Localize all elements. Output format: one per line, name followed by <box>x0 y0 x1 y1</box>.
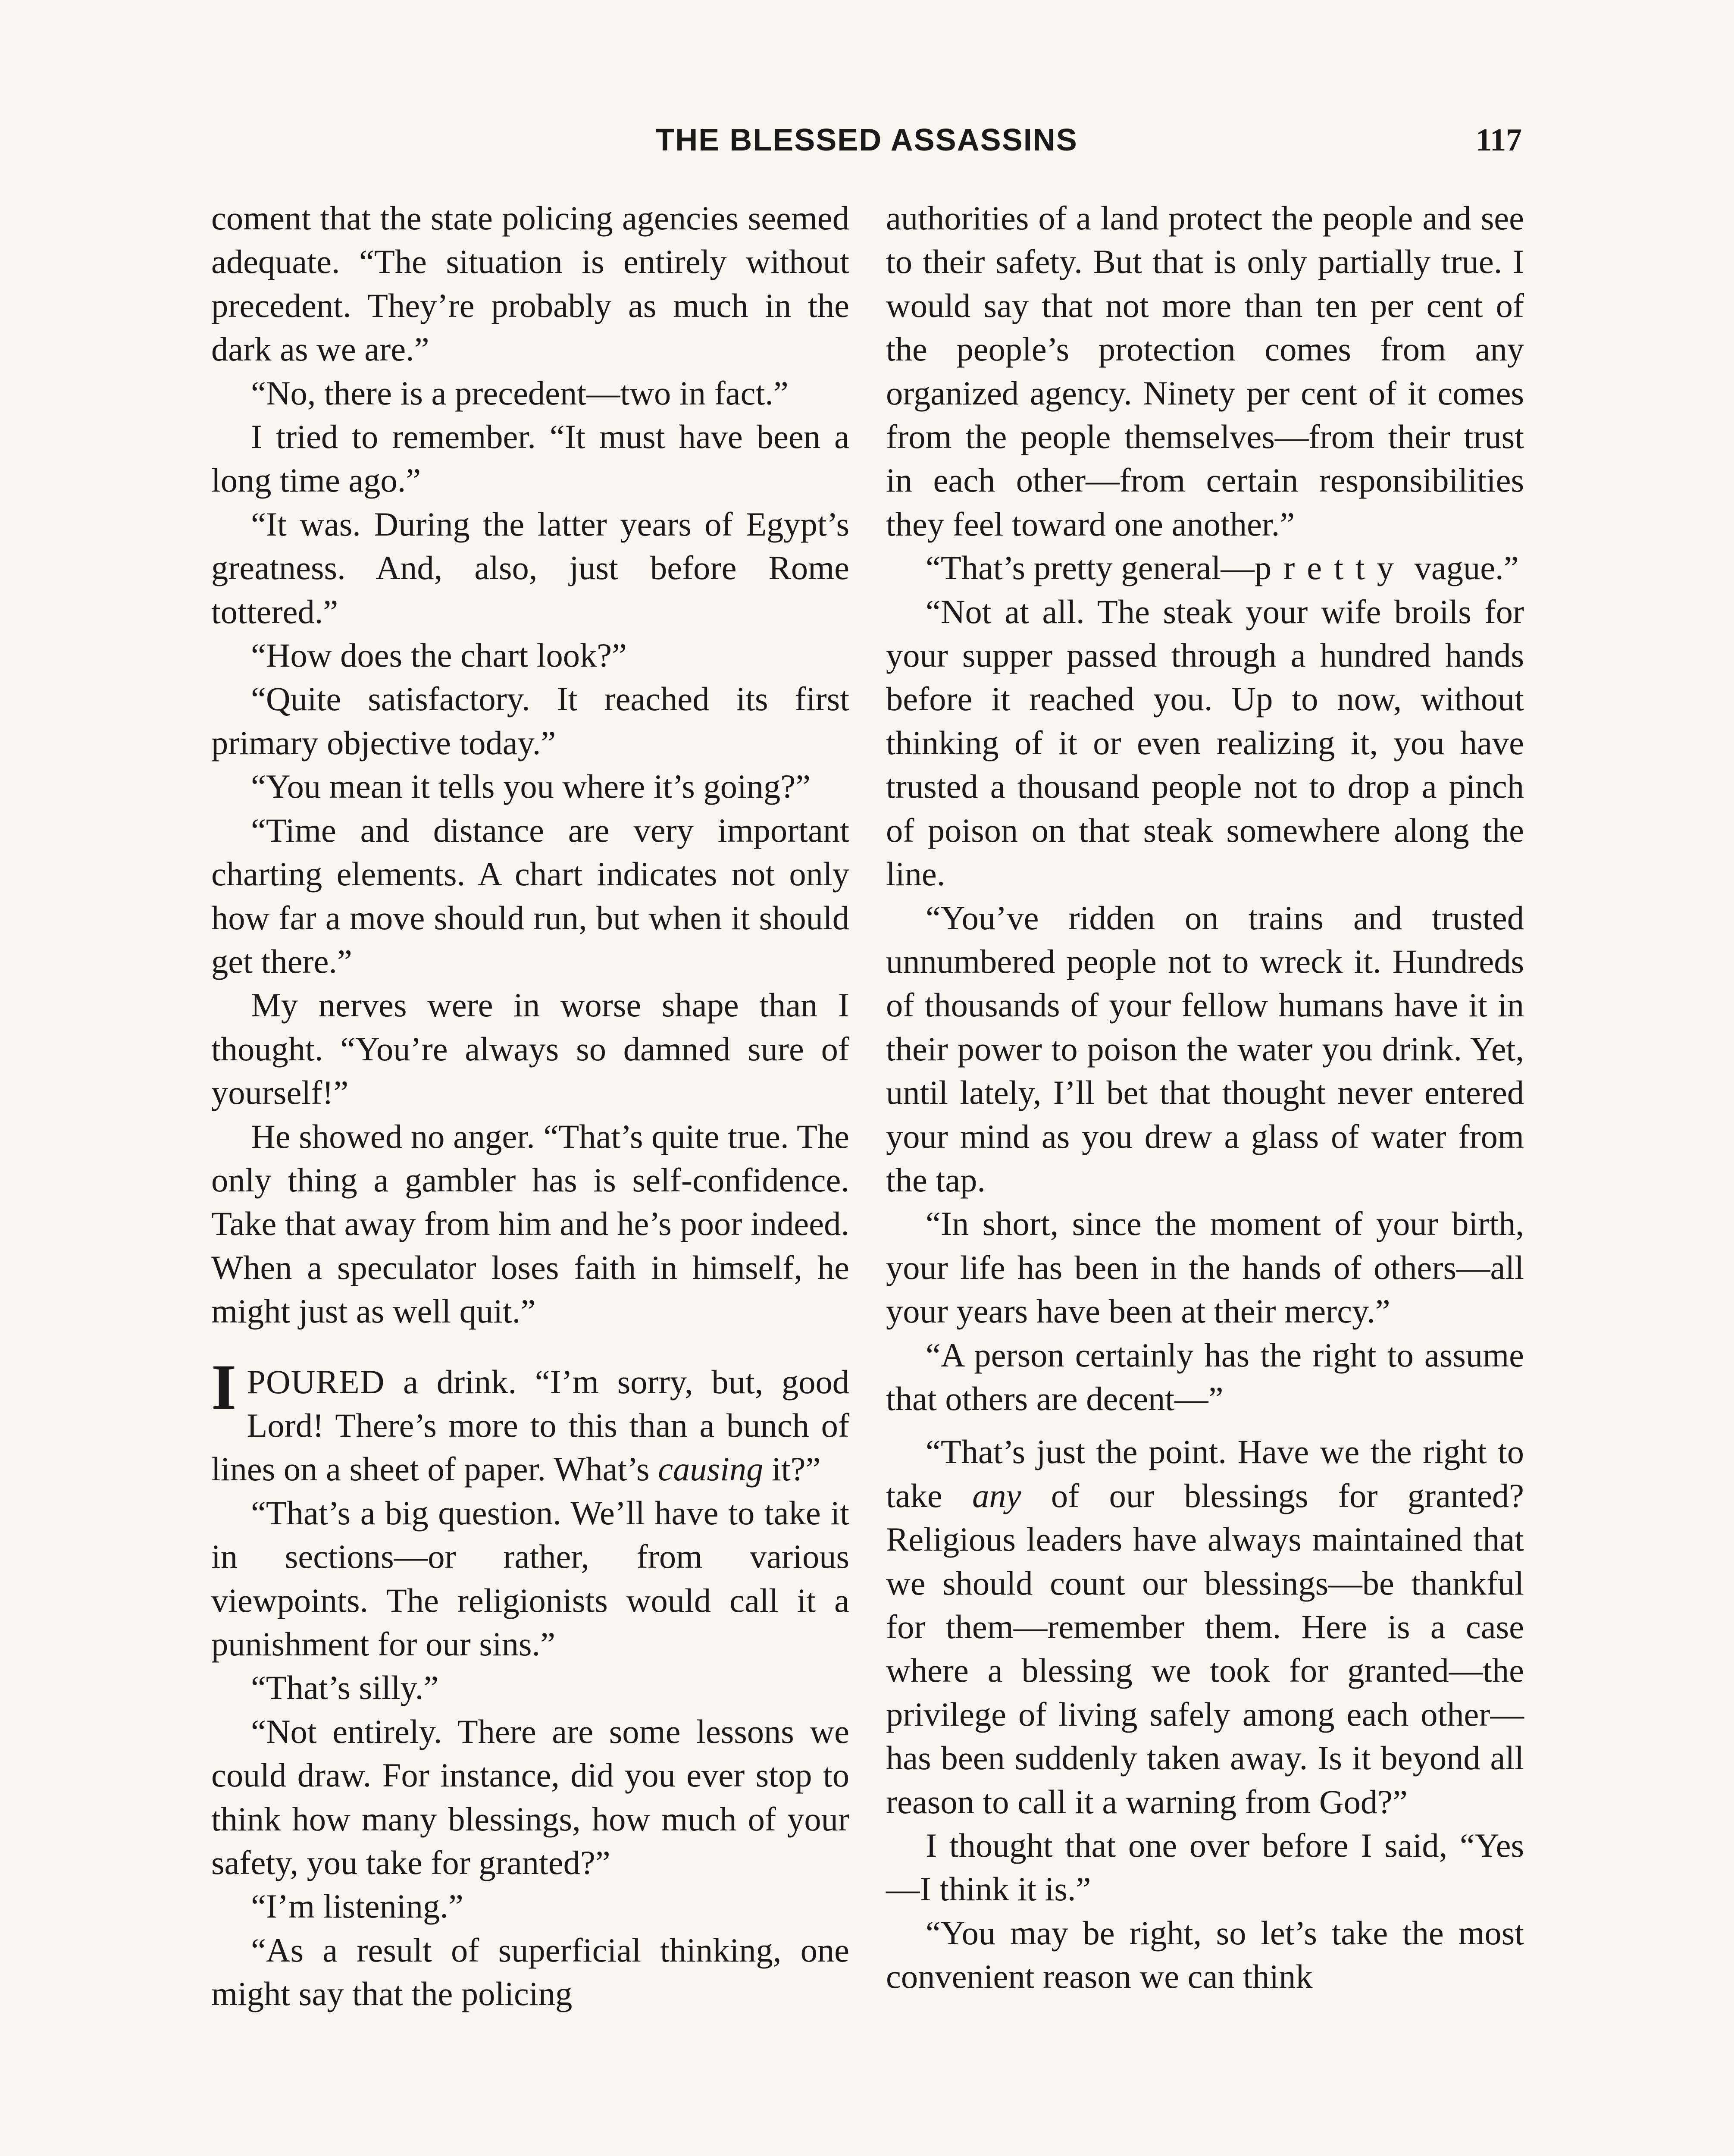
right-column <box>886 196 1524 1999</box>
paragraph: “You mean it tells you where it’s going?” <box>251 768 811 805</box>
section-start-paragraph <box>211 1351 849 1491</box>
page-header <box>211 116 1522 164</box>
text-run: a drink. “I’m sorry, but, good Lord! There’s more to this than a bunch of lines on a sheet of paper. What’s <box>211 1363 849 1488</box>
paragraph: “In short, since the moment of your birth, your life has been in the hands of others—all your years have been at their mercy.” <box>886 1205 1524 1330</box>
paragraph: “Not entirely. There are some lessons we could draw. For instance, did you ever stop to think how many blessings, how much of your safety, you take for granted?” <box>211 1712 849 1882</box>
paragraph: I tried to remember. “It must have been a long time ago.” <box>211 418 849 499</box>
paragraph: “You may be right, so let’s take the most convenient reason we can think <box>886 1914 1524 1996</box>
paragraph: “You’ve ridden on trains and trusted unnumbered people not to wreck it. Hundreds of thousands of your fellow humans have it in their power to poison the water you drink. Yet, until lately, I’ll bet that thought never entered your mind as you drew a glass of water from the tap. <box>886 899 1524 1199</box>
paragraph: “Not at all. The steak your wife broils for your supper passed through a hundred hands before it reached you. Up to now, without thinking of it or even realizing it, you have trusted a thousand people not to drop a pinch of poison on that steak somewhere along the line. <box>886 592 1524 893</box>
paragraph: “Quite satisfactory. It reached its first primary objective today.” <box>211 680 849 761</box>
paragraph: “I’m listening.” <box>251 1887 463 1925</box>
text-run: of our blessings for granted? Religious leaders have always maintained that we should count our blessings—be thankful for them—remember them. Here is a case where a blessing we took for granted—the privilege of living safely among each other—has been suddenly taken away. Is it beyond all reason to call it a warning from God?” <box>886 1476 1524 1821</box>
paragraph: My nerves were in worse shape than I thought. “You’re always so damned sure of yourself!” <box>211 986 849 1112</box>
paragraph: “No, there is a precedent—two in fact.” <box>251 374 789 412</box>
paragraph: He showed no anger. “That’s quite true. The only thing a gambler has is self-confidence. Take that away from him and he’s poor indeed. When a speculator loses faith in himself, he might just as well quit.” <box>211 1117 849 1330</box>
paragraph: I thought that one over before I said, “Yes—I think it is.” <box>886 1827 1524 1908</box>
paragraph: “A person certainly has the right to assume that others are decent—” <box>886 1336 1524 1417</box>
paragraph: “That’s a big question. We’ll have to take it in sections—or rather, from various viewpoints. The religionists would call it a punishment for our sins.” <box>211 1494 849 1663</box>
paragraph <box>886 1430 1524 1824</box>
paragraph: “It was. During the latter years of Egypt’s greatness. And, also, just before Rome tottered.” <box>211 505 849 630</box>
page-number: 117 <box>1476 122 1522 158</box>
text-run: “That’s just the point. Have we the right to take <box>886 1433 1524 1514</box>
paragraph: “Time and distance are very important charting elements. A chart indicates not only how far a move should run, but when it should get there.” <box>211 811 849 980</box>
paragraph: “How does the chart look?” <box>251 636 627 674</box>
text-run: it?” <box>763 1450 821 1488</box>
drop-cap: I <box>211 1351 237 1423</box>
letterspaced-word: pretty <box>1254 549 1406 587</box>
paragraph <box>886 546 1524 589</box>
running-title: THE BLESSED ASSASSINS <box>655 123 1078 157</box>
text-run: vague.” <box>1406 549 1519 587</box>
paragraph: coment that the state policing agencies seemed adequate. “The situation is entirely without precedent. They’re probably as much in the dark as we are.” <box>211 199 849 368</box>
emphasis: any <box>972 1476 1021 1514</box>
paragraph: “That’s silly.” <box>251 1669 439 1707</box>
left-column <box>211 196 849 2016</box>
paragraph: authorities of a land protect the people and see to their safety. But that is only partially true. I would say that not more than ten per cent of the people’s protection comes from any organized agency. Ninety per cent of it comes from the people themselves—from their trust in each other—from certain responsibilities they feel toward one another.” <box>886 199 1524 543</box>
small-caps-lead: POURED <box>247 1363 385 1401</box>
emphasis: causing <box>658 1450 764 1488</box>
paragraph: “As a result of superficial thinking, one might say that the policing <box>211 1931 849 2013</box>
text-run: “That’s pretty general— <box>926 549 1255 587</box>
